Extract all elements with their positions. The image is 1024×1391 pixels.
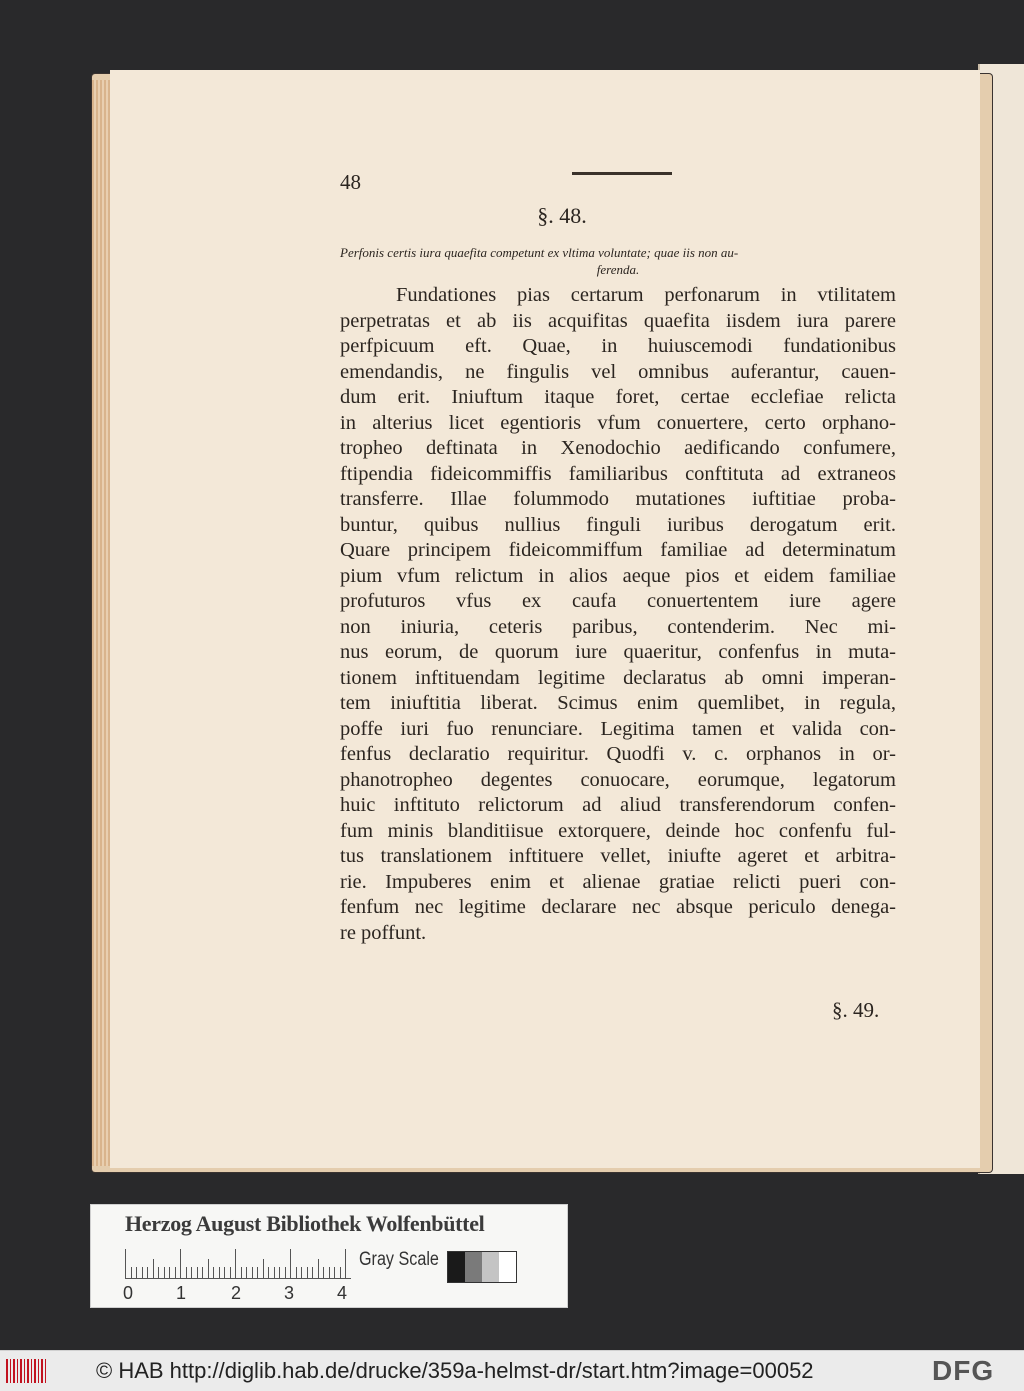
gray-scale-swatch	[447, 1251, 517, 1283]
text-line: Quare principem fideicommiffum familiae ad determinatum	[340, 539, 896, 561]
ruler-tick	[285, 1267, 286, 1279]
ruler-tick	[274, 1267, 275, 1279]
ruler-tick	[230, 1267, 231, 1279]
ruler-tick	[345, 1249, 346, 1279]
ruler-tick	[136, 1267, 137, 1279]
text-line: ftipendia fideicommiffis familiaribus conftituta ad extraneos	[340, 462, 896, 485]
dfg-logo: DFG	[932, 1355, 995, 1386]
ruler-tick	[307, 1267, 308, 1279]
text-line: tus translationem inftituere vellet, iniufte ageret et arbitra-	[340, 845, 896, 867]
text-line: buntur, quibus nullius finguli iuribus derogatum erit.	[340, 513, 896, 536]
ruler-tick	[197, 1267, 198, 1279]
text-line: transferre. Illae folummodo mutationes iuftitiae proba-	[340, 488, 896, 510]
ruler-tick	[329, 1267, 330, 1279]
text-line: fenfus declaratio requiritur. Quodfi v. c. orphanos in or-	[340, 743, 896, 765]
ruler-tick	[164, 1267, 165, 1279]
gray-patch	[448, 1252, 465, 1282]
ruler-tick	[318, 1259, 319, 1279]
ruler-tick	[323, 1267, 324, 1279]
gray-patch	[465, 1252, 482, 1282]
body-text	[340, 283, 896, 946]
text-line: re poffunt.	[340, 921, 427, 944]
ruler-tick	[263, 1259, 264, 1279]
text-line: phanotropheo degentes conuocare, eorumque, legatorum	[340, 768, 896, 791]
ruler-scale	[125, 1249, 351, 1279]
ruler-tick	[131, 1267, 132, 1279]
text-line: non iniuria, ceteris paribus, contenderim. Nec mi-	[340, 615, 896, 638]
ruler-tick	[213, 1267, 214, 1279]
ruler-tick	[235, 1249, 236, 1279]
text-line: profuturos vfus ex caufa conuertentem iure agere	[340, 590, 896, 612]
ruler-number: 2	[231, 1283, 242, 1303]
gray-scale-label: Gray Scale	[359, 1249, 439, 1270]
ruler-tick	[125, 1249, 126, 1279]
ruler-tick	[147, 1267, 148, 1279]
ruler-tick	[257, 1267, 258, 1279]
section-heading-text: §. 48.	[537, 203, 587, 228]
text-line: dum erit. Iniuftum itaque foret, certae ecclefiae relicta	[340, 386, 896, 408]
ruler-tick	[142, 1267, 143, 1279]
ruler-tick	[158, 1267, 159, 1279]
text-line: tem iniuftitia liberat. Scimus enim quemlibet, in regula,	[340, 692, 896, 714]
summary-line: Perfonis certis iura quaefita competunt ex vltima voluntate; quae iis non au-	[340, 245, 739, 260]
footer-url[interactable]: © HAB http://diglib.hab.de/drucke/359a-helmst-dr/start.htm?image=00052	[96, 1358, 814, 1383]
ruler-tick	[202, 1267, 203, 1279]
ruler-tick	[296, 1267, 297, 1279]
ruler-number: 1	[176, 1283, 187, 1303]
text-line: in alterius licet egentioris vfum conuertere, certo orphano-	[340, 411, 896, 434]
gray-patch	[499, 1252, 516, 1282]
ruler-tick	[252, 1267, 253, 1279]
ruler-tick	[312, 1267, 313, 1279]
text-line: perfpicuum eft. Quae, in huiuscemodi fundationibus	[340, 335, 896, 357]
color-calibration-bar	[90, 1204, 568, 1308]
section-heading	[0, 203, 1024, 229]
text-line: huic inftituto relictorum ad aliud transferendorum confen-	[340, 794, 896, 816]
header-rule	[572, 172, 672, 175]
ruler-tick	[175, 1267, 176, 1279]
text-line: rie. Impuberes enim et alienae gratiae relicti pueri con-	[340, 870, 896, 893]
ruler-tick	[279, 1267, 280, 1279]
ruler-tick	[340, 1267, 341, 1279]
text-line: Fundationes pias certarum perfonarum in vtilitatem	[396, 284, 896, 306]
text-line: emendandis, ne fingulis vel omnibus auferantur, cauen-	[340, 360, 896, 383]
gray-patch	[482, 1252, 499, 1282]
ruler-tick	[186, 1267, 187, 1279]
ruler-number: 0	[123, 1283, 134, 1303]
ruler-tick	[219, 1267, 220, 1279]
text-line: poffe iuri fuo renunciare. Legitima tamen et valida con-	[340, 717, 896, 740]
ruler-tick	[334, 1267, 335, 1279]
text-line: pium vfum relictum in alios aeque pios et eidem familiae	[340, 564, 896, 587]
catchword: §. 49.	[832, 998, 880, 1022]
text-line: fum minis blanditiisue extorquere, deinde hoc confenfu ful-	[340, 819, 896, 842]
page-number: 48	[340, 170, 361, 194]
ruler-number: 4	[337, 1283, 348, 1303]
ruler-tick	[169, 1267, 170, 1279]
summary-line: ferenda.	[596, 262, 640, 277]
ruler-tick	[224, 1267, 225, 1279]
ruler-tick	[208, 1259, 209, 1279]
ruler-tick	[241, 1267, 242, 1279]
ruler-tick	[246, 1267, 247, 1279]
ruler-tick	[301, 1267, 302, 1279]
text-line: fenfum nec legitime declarare nec absque periculo denega-	[340, 896, 896, 918]
text-line: perpetratas et ab iis acquifitas quaefita iisdem iura parere	[340, 309, 896, 332]
ruler-tick	[268, 1267, 269, 1279]
ruler-tick	[153, 1259, 154, 1279]
ruler-tick	[180, 1249, 181, 1279]
ruler-tick	[191, 1267, 192, 1279]
barcode-icon	[6, 1359, 46, 1383]
ruler-number: 3	[284, 1283, 295, 1303]
library-name: Herzog August Bibliothek Wolfenbüttel	[125, 1211, 485, 1236]
text-line: tropheo deftinata in Xenodochio aedificando confumere,	[340, 437, 896, 459]
text-line: tionem inftituendam legitime declaratus ab omni imperan-	[340, 666, 896, 689]
footer-bar	[0, 1350, 1024, 1391]
ruler-tick	[290, 1249, 291, 1279]
section-summary	[340, 244, 896, 278]
text-line: nus eorum, de quorum iure quaeritur, confenfus in muta-	[340, 641, 896, 663]
